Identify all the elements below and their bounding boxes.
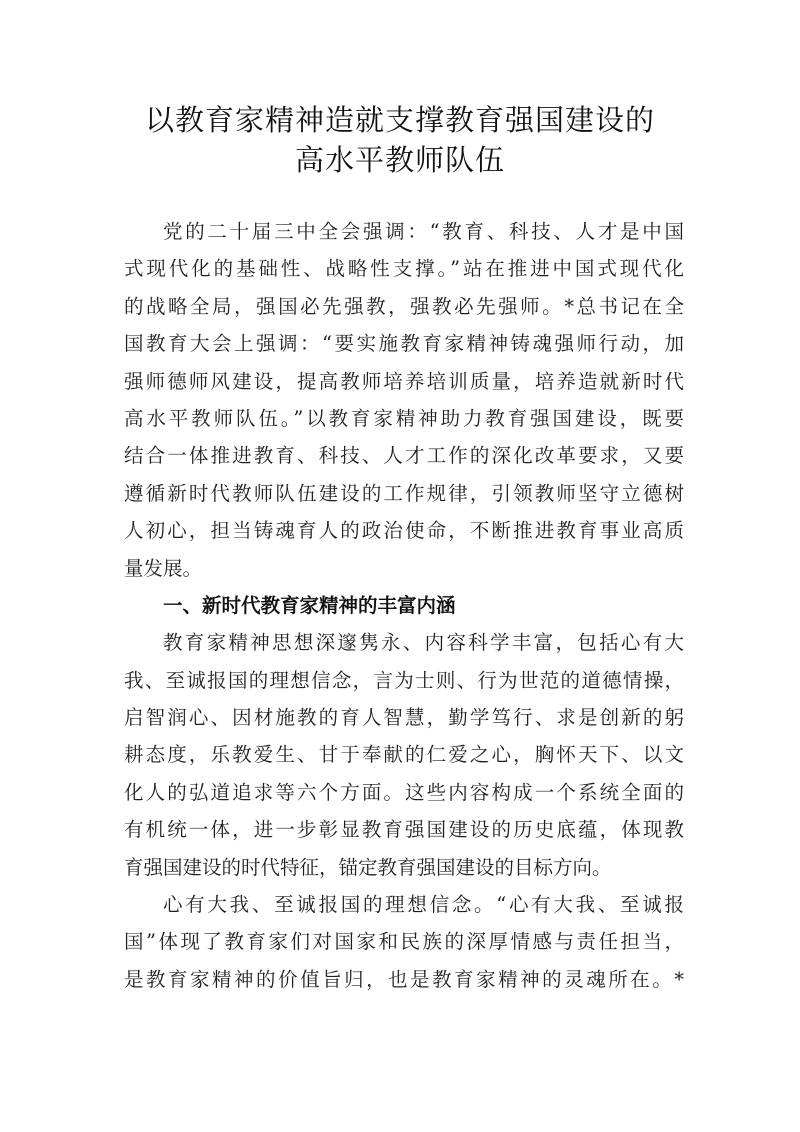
paragraph-line: 启智润心、因材施教的育人智慧，勤学笃行、求是创新的躬 [124, 706, 684, 730]
paragraph-line: 结合一体推进教育、科技、人才工作的深化改革要求，又要 [124, 444, 684, 468]
title-line-2: 高水平教师队伍 [294, 143, 505, 177]
paragraph-line: 人初心，担当铸魂育人的政治使命，不断推进教育事业高质 [124, 519, 684, 543]
paragraph-line: 量发展。 [124, 556, 203, 580]
section-heading: 一、新时代教育家精神的丰富内涵 [163, 593, 456, 617]
paragraph-line: 教育家精神思想深邃隽永、内容科学丰富，包括心有大 [163, 631, 684, 655]
paragraph-line: 我、至诚报国的理想信念，言为士则、行为世范的道德情操， [124, 668, 684, 692]
document-body [124, 213, 684, 998]
paragraph-line: 育强国建设的时代特征，锚定教育强国建设的目标方向。 [124, 855, 612, 879]
paragraph-line: 耕态度，乐教爱生、甘于奉献的仁爱之心，胸怀天下、以文 [124, 743, 684, 767]
paragraph-line: 国教育大会上强调：“要实施教育家精神铸魂强师行动，加 [124, 332, 684, 356]
paragraph-line: 化人的弘道追求等六个方面。这些内容构成一个系统全面的 [124, 780, 684, 804]
paragraph-line: 有机统一体，进一步彰显教育强国建设的历史底蕴，体现教 [124, 818, 684, 842]
paragraph-line: 遵循新时代教师队伍建设的工作规律，引领教师坚守立德树 [124, 481, 684, 505]
paragraph-line: 的战略全局，强国必先强教，强教必先强师。*总书记在全 [124, 294, 684, 318]
paragraph-line: 是教育家精神的价值旨归，也是教育家精神的灵魂所在。* [124, 967, 684, 991]
paragraph-line: 国”体现了教育家们对国家和民族的深厚情感与责任担当， [124, 930, 684, 954]
paragraph-line: 强师德师风建设，提高教师培养培训质量，培养造就新时代 [124, 369, 684, 393]
paragraph-line: 心有大我、至诚报国的理想信念。“心有大我、至诚报 [163, 893, 684, 917]
paragraph-line: 式现代化的基础性、战略性支撑。”站在推进中国式现代化 [124, 257, 684, 281]
paragraph-line: 高水平教师队伍。”以教育家精神助力教育强国建设，既要 [124, 406, 684, 430]
document-title [0, 100, 800, 180]
title-line-1: 以教育家精神造就支撑教育强国建设的 [144, 103, 655, 137]
paragraph-line: 党的二十届三中全会强调：“教育、科技、人才是中国 [163, 220, 684, 243]
